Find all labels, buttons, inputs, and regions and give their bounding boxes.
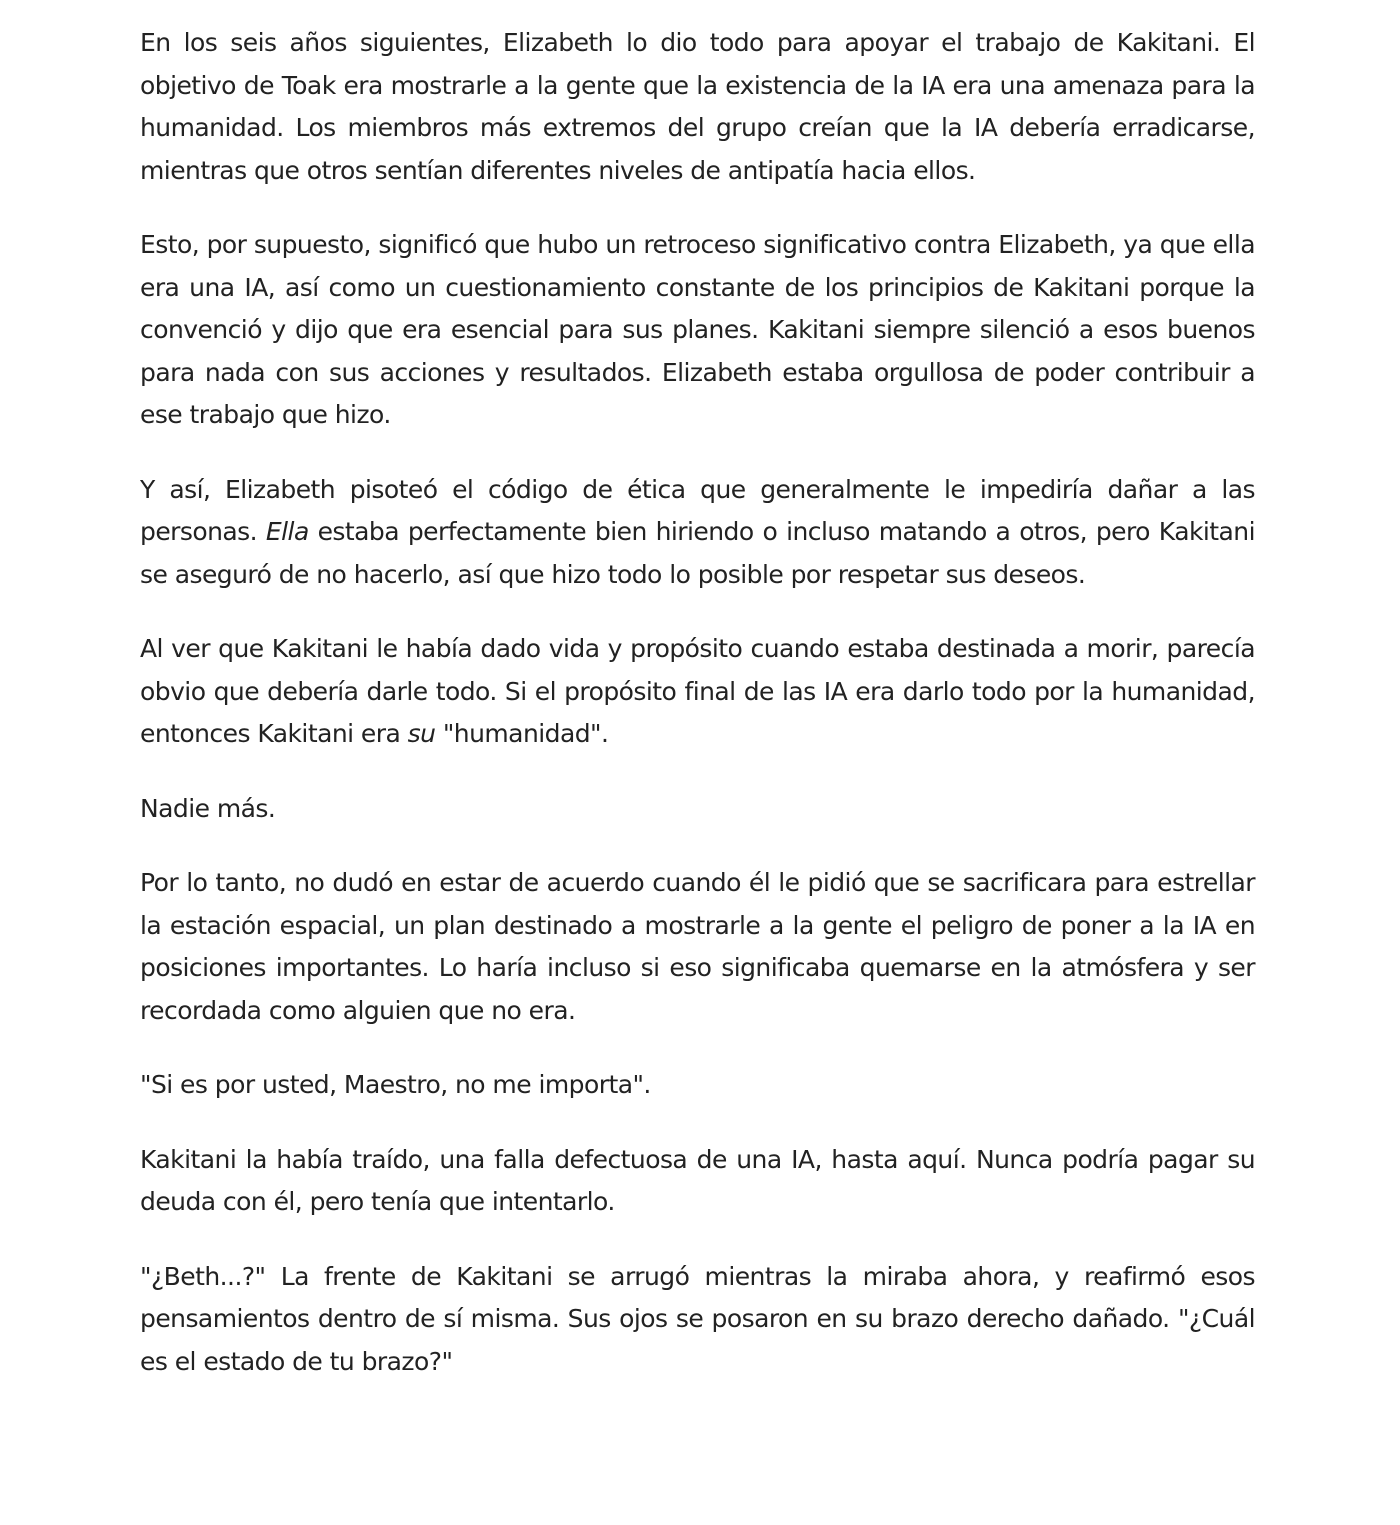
paragraph-7: "Si es por usted, Maestro, no me importa". xyxy=(140,1070,651,1099)
paragraph-4-emphasis: su xyxy=(407,719,436,748)
paragraph-3-text-b: estaba perfectamente bien hiriendo o incluso matando a otros, pero Kakitani se aseguró de no hacerlo, así que hizo todo lo posible por respetar sus deseos. xyxy=(140,517,1255,589)
document-page xyxy=(140,22,1255,1415)
paragraph-4-text-b: "humanidad". xyxy=(435,719,609,748)
paragraph-5: Nadie más. xyxy=(140,793,276,823)
paragraph-4 xyxy=(140,628,1255,756)
paragraph-3-emphasis: Ella xyxy=(265,517,309,546)
paragraph-6: Por lo tanto, no dudó en estar de acuerdo cuando él le pidió que se sacrificara para estrellar la estación espacial, un plan destinado a mostrarle a la gente el peligro de poner a la IA en posiciones importantes. Lo haría incluso si eso significaba quemarse en la atmósfera y ser recordada como alguien que no era. xyxy=(140,868,1255,1025)
paragraph-3-text-a: Y así, Elizabeth pisoteó el código de ética que generalmente le impediría dañar a las personas. xyxy=(140,474,1255,546)
paragraph-2: Esto, por supuesto, significó que hubo un retroceso significativo contra Elizabeth, ya que ella era una IA, así como un cuestionamiento constante de los principios de Kakitani porque la convenció y dijo que era esencial para sus planes. Kakitani siempre silenció a esos buenos para nada con sus acciones y resultados. Elizabeth estaba orgullosa de poder contribuir a ese trabajo que hizo. xyxy=(140,230,1255,429)
paragraph-9: "¿Beth...?" La frente de Kakitani se arrugó mientras la miraba ahora, y reafirmó esos pensamientos dentro de sí misma. Sus ojos se posaron en su brazo derecho dañado. "¿Cuál es el estado de tu brazo?" xyxy=(140,1261,1255,1376)
paragraph-1: En los seis años siguientes, Elizabeth lo dio todo para apoyar el trabajo de Kakitani. El objetivo de Toak era mostrarle a la gente que la existencia de la IA era una amenaza para la humanidad. Los miembros más extremos del grupo creían que la IA debería erradicarse, mientras que otros sentían diferentes niveles de antipatía hacia ellos. xyxy=(140,28,1255,185)
paragraph-4-text-a: Al ver que Kakitani le había dado vida y propósito cuando estaba destinada a morir, parecía obvio que debería darle todo. Si el propósito final de las IA era darlo todo por la humanidad, entonces Kakitani era xyxy=(140,634,1255,748)
paragraph-3 xyxy=(140,469,1255,597)
paragraph-8: Kakitani la había traído, una falla defectuosa de una IA, hasta aquí. Nunca podría pagar su deuda con él, pero tenía que intentarlo. xyxy=(140,1144,1255,1216)
